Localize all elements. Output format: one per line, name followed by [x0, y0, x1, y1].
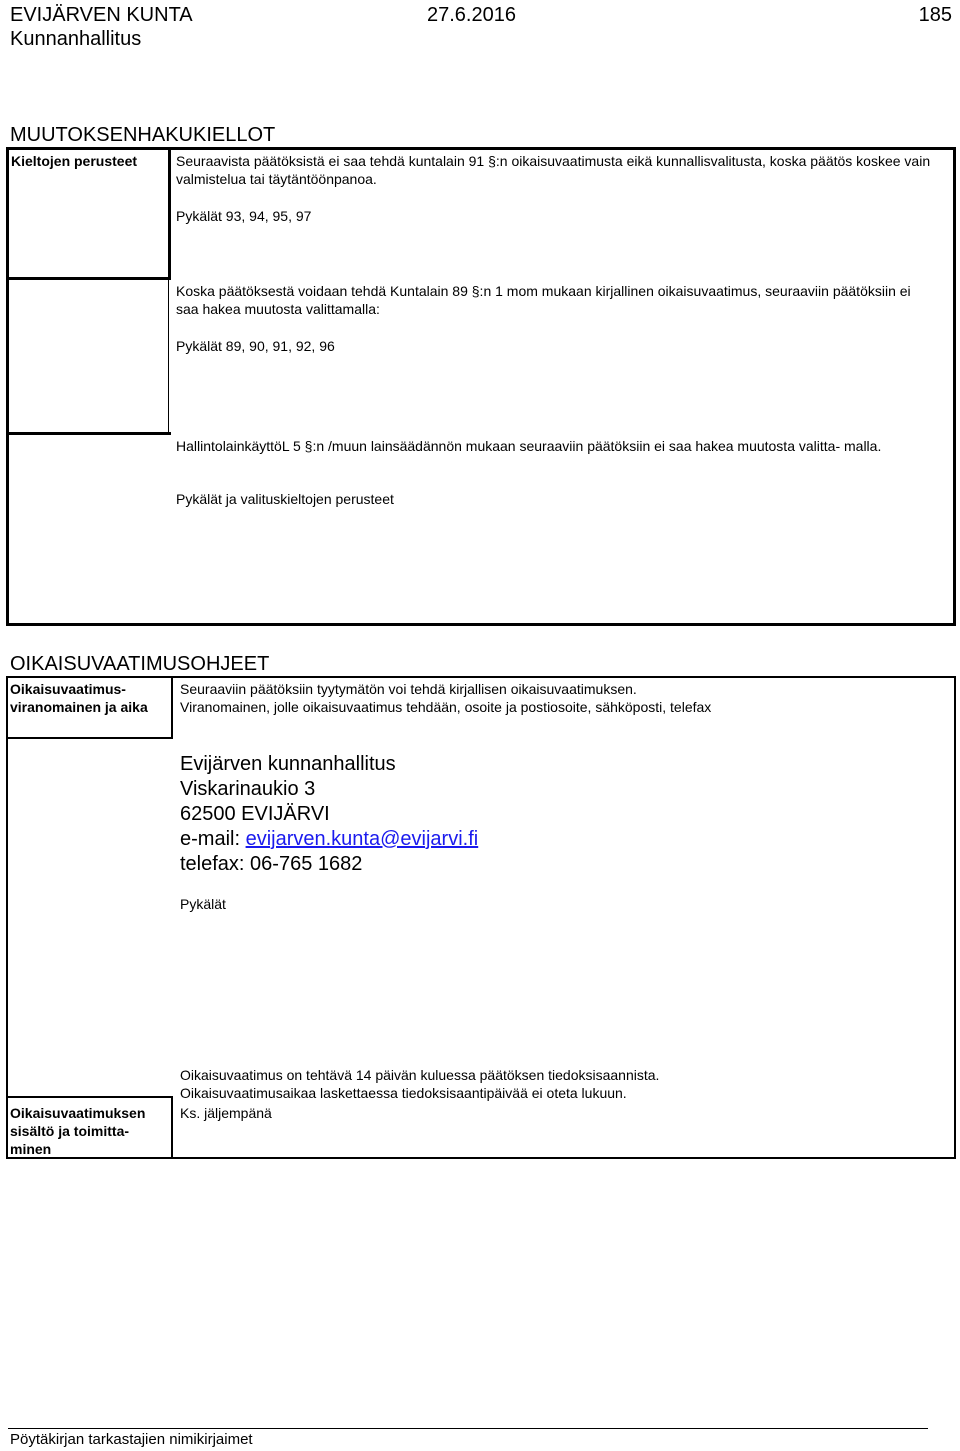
email-label: e-mail: [180, 828, 246, 850]
deadline-2: Oikaisuvaatimusaikaa laskettaessa tiedoksisaantipäivää ei oteta lukuun. [180, 1085, 627, 1101]
email-line [180, 827, 478, 852]
address-block [180, 752, 478, 877]
meeting-date: 27.6.2016 [427, 4, 516, 26]
muutos-pykalat-3: Pykälät ja valituskieltojen perusteet [176, 491, 394, 507]
muutos-paragraph-1: Seuraavista päätöksistä ei saa tehdä kuntalain 91 §:n oikaisuvaatimusta eikä kunnallisvalitusta, koska päätös koskee vain valmistelua tai täytäntöönpanoa. [176, 153, 931, 187]
page-number: 185 [918, 4, 952, 26]
org-name: EVIJÄRVEN KUNTA [10, 4, 193, 26]
deadline-1: Oikaisuvaatimus on tehtävä 14 päivän kuluessa päätöksen tiedoksisaannista. [180, 1067, 660, 1083]
authority-name: Evijärven kunnanhallitus [180, 753, 396, 775]
body-name: Kunnanhallitus [10, 28, 142, 50]
oikaisu-intro-1: Seuraaviin päätöksiin tyytymätön voi tehdä kirjallisen oikaisuvaatimuksen. [180, 681, 637, 697]
muutos-paragraph-3: HallintolainkäyttöL 5 §:n /muun lainsäädännön mukaan seuraaviin päätöksiin ei saa hakea muutosta valitta- malla. [176, 438, 882, 454]
telefax: telefax: 06-765 1682 [180, 853, 363, 875]
ks-jaljempana: Ks. jäljempänä [180, 1105, 272, 1121]
signature-label: Pöytäkirjan tarkastajien nimikirjaimet [10, 1431, 253, 1448]
signature-line [8, 1428, 928, 1429]
section-title-oikaisu: OIKAISUVAATIMUSOHJEET [10, 653, 270, 675]
postal-address: 62500 EVIJÄRVI [180, 803, 330, 825]
street-address: Viskarinaukio 3 [180, 778, 316, 800]
kieltojen-perusteet-label: Kieltojen perusteet [11, 153, 138, 169]
muutos-pykalat-2: Pykälät 89, 90, 91, 92, 96 [176, 338, 335, 354]
muutos-pykalat-1: Pykälät 93, 94, 95, 97 [176, 208, 312, 224]
email-link[interactable]: evijarven.kunta@evijarvi.fi [245, 828, 479, 850]
muutos-paragraph-2: Koska päätöksestä voidaan tehdä Kuntalain 89 §:n 1 mom mukaan kirjallinen oikaisuvaatimus, seuraaviin päätöksiin ei saa hakea muutosta valittamalla: [176, 283, 911, 317]
oikaisu-intro-2: Viranomainen, jolle oikaisuvaatimus tehdään, osoite ja postiosoite, sähköposti, telefax [180, 699, 712, 715]
oikaisuvaatimusviranomainen-label: Oikaisuvaatimus- viranomainen ja aika [10, 681, 148, 715]
section-title-muutos: MUUTOKSENHAKUKIELLOT [10, 124, 276, 146]
oikaisu-pykalat: Pykälät [180, 896, 226, 912]
oikaisuvaatimuksen-sisalto-label: Oikaisuvaatimuksen sisältö ja toimitta- minen [10, 1105, 146, 1157]
